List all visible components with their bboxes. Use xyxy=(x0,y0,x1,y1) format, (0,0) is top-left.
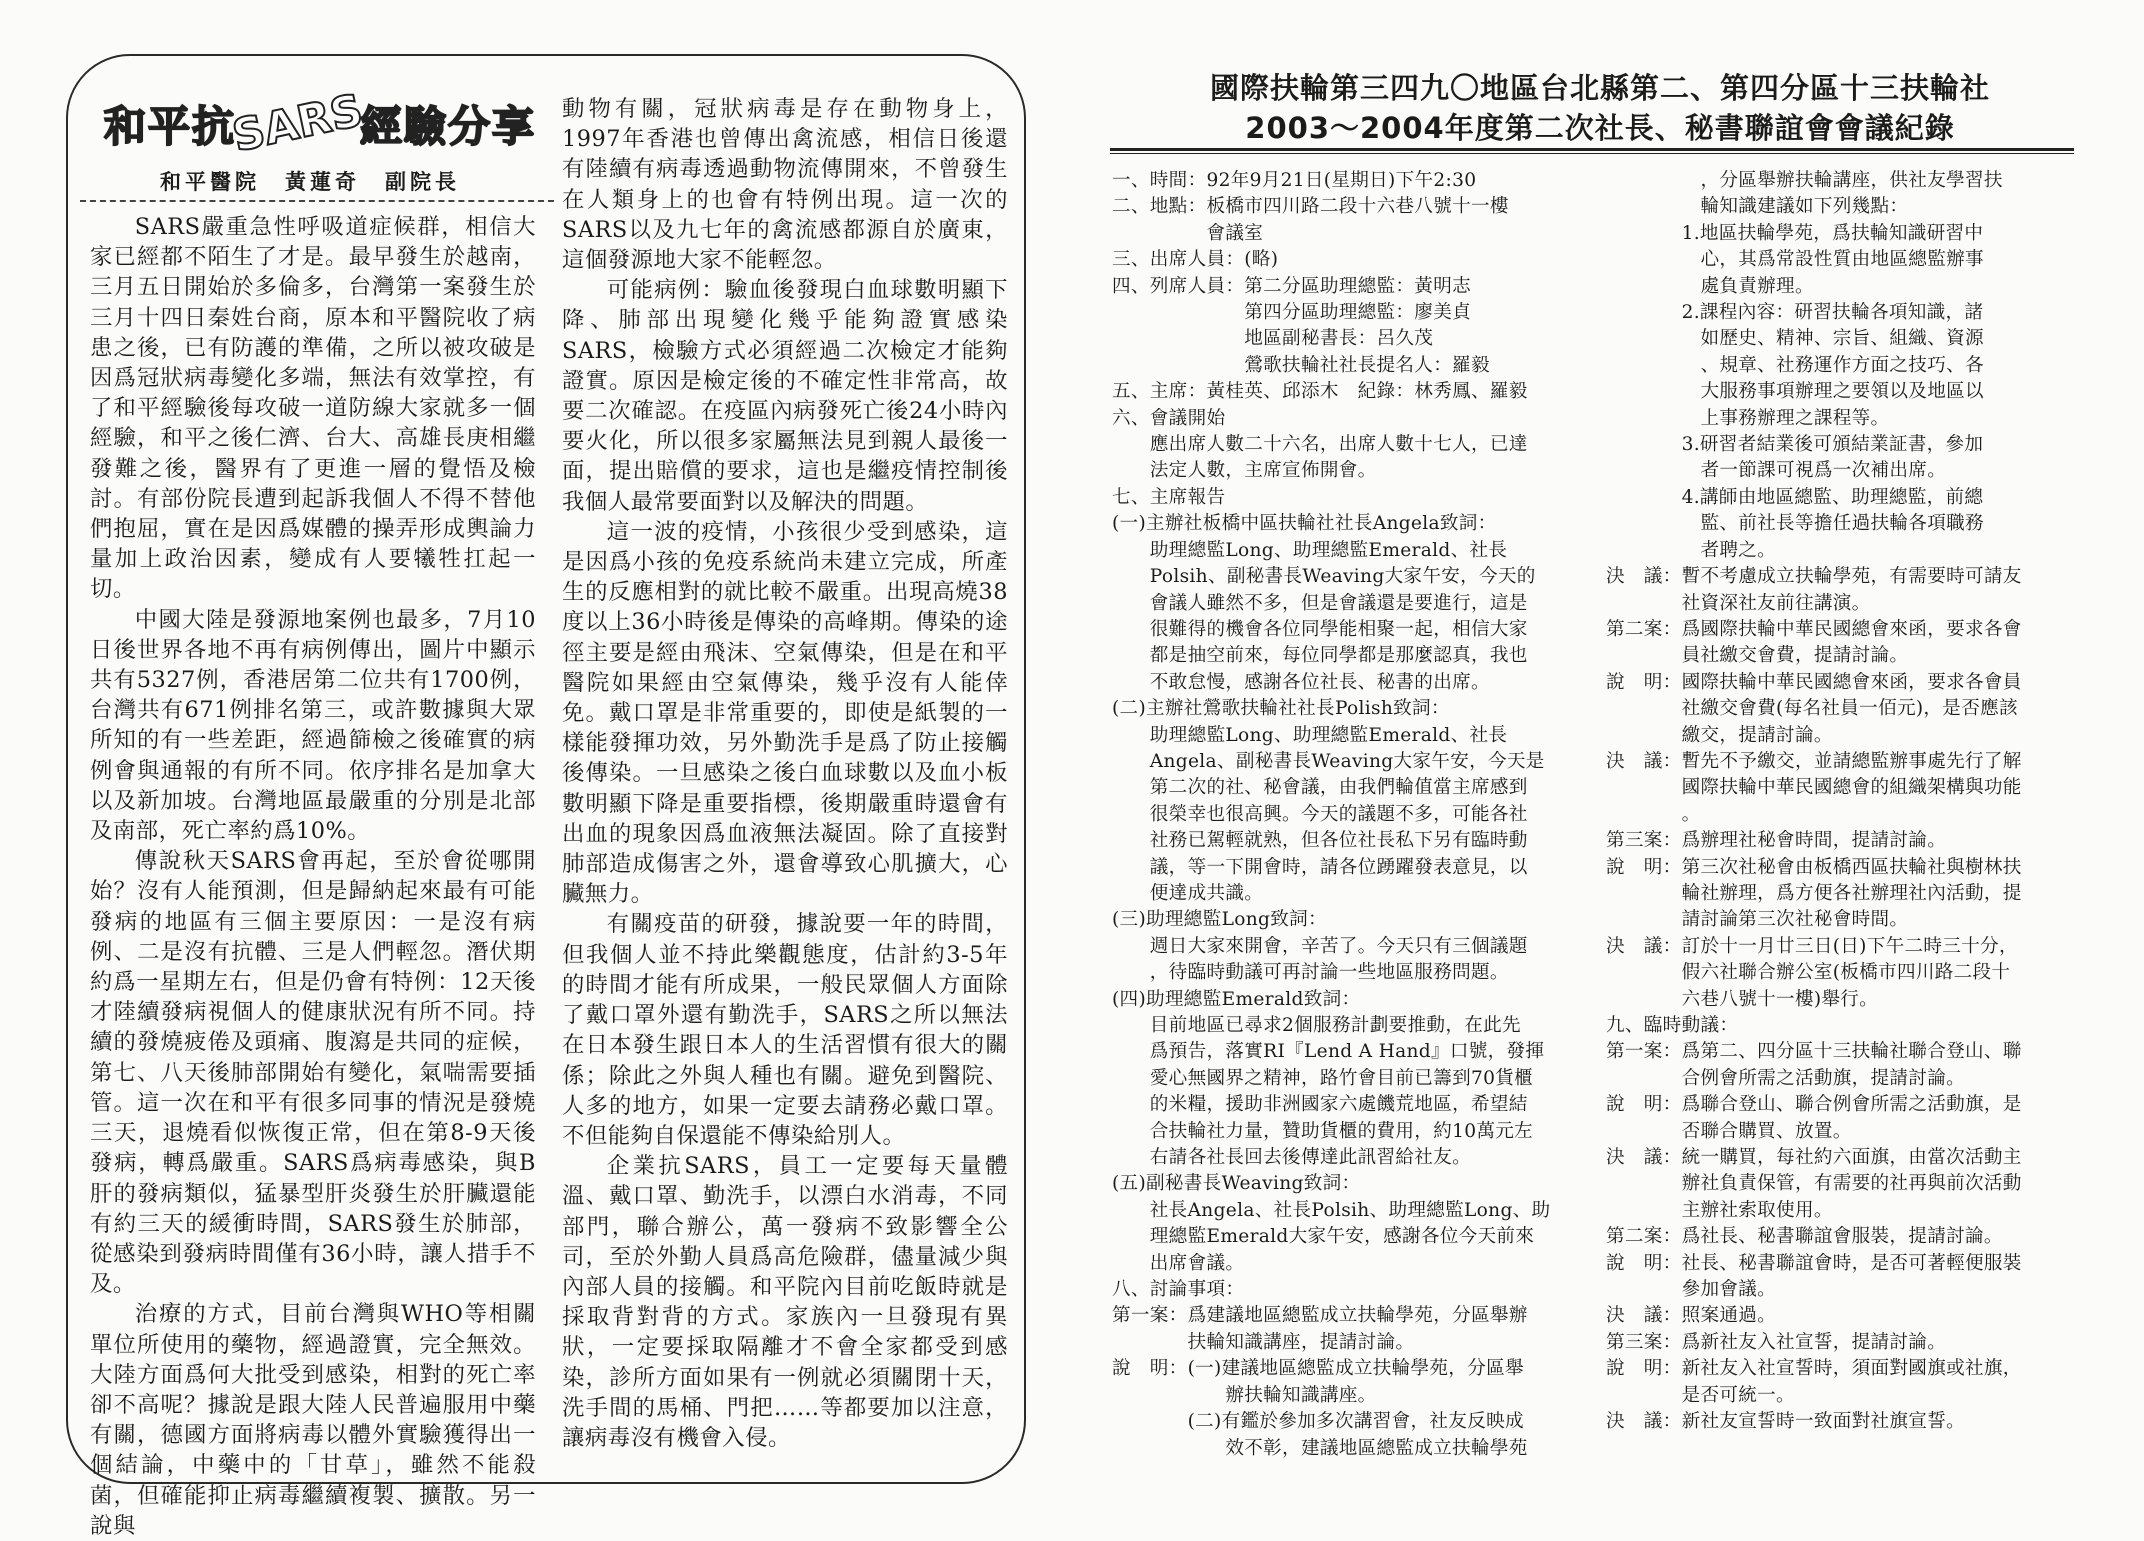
minutes-line: 理總監Emerald大家午安，感謝各位今天前來 xyxy=(1112,1226,1535,1248)
minutes-line: Angela、副秘書長Weaving大家午安，今天是 xyxy=(1112,750,1545,772)
minutes-line: 效不彰，建議地區總監成立扶輪學苑 xyxy=(1112,1437,1528,1459)
minutes-line: 輪知識建議如下列幾點： xyxy=(1606,196,1909,218)
minutes-column-2 xyxy=(1606,168,2086,1436)
minutes-line: 說 明：國際扶輪中華民國總會來函，要求各會員 xyxy=(1606,671,2022,693)
article-paragraph: 中國大陸是發源地案例也最多，7月10日後世界各地不再有病例傳出，圖片中顯示共有5327例，香港居第二位共有1700例，台灣共有671例排名第三，或許數據與大眾所知的有一些差距，經過篩檢之後確實的病例會與通報的有所不同。依序排名是加拿大以及新加坡。台灣地區最嚴重的分別是北部及南部，死亡率約爲10%。 xyxy=(90,606,536,845)
article-paragraph: 企業抗SARS，員工一定要每天量體溫、戴口罩、勤洗手，以漂白水消毒，不同部門，聯合辦公，萬一發病不致影響全公司，至於外勤人員爲高危險群，儘量減少與內部人員的接觸。和平院內目前吃飯時就是採取背對背的方式。家族內一旦發現有異狀，一定要採取隔離才不會全家都受到感染，診所方面如果有一例就必須關閉十天，洗手間的馬桶、門把……等都要加以注意，讓病毒沒有機會入侵。 xyxy=(562,1153,1008,1451)
title-pre: 和平抗 xyxy=(104,102,237,151)
minutes-line: 者聘之。 xyxy=(1606,539,1777,561)
minutes-line: 決 議：統一購買，每社約六面旗，由當次活動主 xyxy=(1606,1147,2022,1169)
minutes-line: (四)助理總監Emerald致詞： xyxy=(1112,988,1361,1010)
minutes-line: 應出席人數二十六名，出席人數十七人，已達 xyxy=(1112,434,1528,456)
minutes-line: 週日大家來開會，辛苦了。今天只有三個議題 xyxy=(1112,935,1528,957)
minutes-line: 二、地點：板橋市四川路二段十六巷八號十一樓 xyxy=(1112,196,1509,218)
minutes-line: (二)有鑑於參加多次講習會，社友反映成 xyxy=(1112,1411,1524,1433)
article-paragraph: 治療的方式，目前台灣與WHO等相關單位所使用的藥物，經過證實，完全無效。大陸方面爲何大批受到感染，相對的死亡率卻不高呢？據說是跟大陸人民普遍服用中藥有關，德國方面將病毒以體外實驗獲得出一個結論，中藥中的「甘草」，雖然不能殺菌，但確能抑止病毒繼續複製、擴散。另一說與 xyxy=(90,1301,536,1539)
minutes-line: ，待臨時動議可再討論一些地區服務問題。 xyxy=(1112,962,1509,984)
article-author: 和平醫院 黃蓮奇 副院長 xyxy=(160,169,460,194)
minutes-line: 目前地區已尋求2個服務計劃要推動，在此先 xyxy=(1112,1015,1521,1036)
minutes-line: 助理總監Long、助理總監Emerald、社長 xyxy=(1112,539,1508,561)
minutes-line: 會議人雖然不多，但是會議還是要進行，這是 xyxy=(1112,592,1528,614)
minutes-line: 決 議：照案通過。 xyxy=(1606,1305,1777,1327)
title-underline xyxy=(1110,148,2074,151)
author-divider xyxy=(80,200,554,202)
minutes-line: 參加會議。 xyxy=(1606,1279,1777,1301)
minutes-line: 九、臨時動議： xyxy=(1606,1015,1739,1036)
minutes-line: 合例會所需之活動旗，提請討論。 xyxy=(1606,1067,1965,1089)
minutes-line: 社繳交會費(每名社員一佰元)，是否應該 xyxy=(1606,698,2018,720)
minutes-line: 、規章、社務運作方面之技巧、各 xyxy=(1606,354,1984,376)
article-paragraph: 這一波的疫情，小孩很少受到感染，這是因爲小孩的免疫系統尚未建立完成，所產生的反應相對的就比較不嚴重。出現高燒38度以上36小時後是傳染的高峰期。傳染的途徑主要是經由飛沫、空氣傳染，但是在和平醫院如果經由空氣傳染，幾乎沒有人能倖免。戴口罩是非常重要的，即使是紙製的一樣能發揮功效，另外勤洗手是爲了防止接觸後傳染。一旦感染之後白血球數以及血小板數明顯下降是重要指標，後期嚴重時還會有出血的現象因爲血液無法凝固。除了直接對肺部造成傷害之外，還會導致心肌擴大，心臟無力。 xyxy=(562,518,1008,908)
minutes-line: 四、列席人員：第二分區助理總監：黃明志 xyxy=(1112,275,1471,297)
minutes-line: 監、前社長等擔任過扶輪各項職務 xyxy=(1606,513,1984,535)
minutes-line: 都是抽空前來，每位同學都是那麼認真，我也 xyxy=(1112,645,1528,667)
article-paragraph: SARS嚴重急性呼吸道症候群，相信大家已經都不陌生了才是。最早發生於越南，三月五日開始於多倫多，台灣第一案發生於三月十四日秦姓台商，原本和平醫院收了病患之後，已有防護的準備，之所以被攻破是因爲冠狀病毒變化多端，無法有效掌控，有了和平經驗後每攻破一道防線大家就多一個經驗，和平之後仁濟、台大、高雄長庚相繼發難之後，醫界有了更進一層的覺悟及檢討。有部份院長遭到起訴我個人不得不替他們抱屈，實在是因爲媒體的操弄形成輿論力量加上政治因素，變成有人要犧牲扛起一切。 xyxy=(90,214,536,603)
minutes-line: 爲預告，落實RI『Lend A Hand』口號，發揮 xyxy=(1112,1041,1545,1063)
minutes-line: (三)助理總監Long致詞： xyxy=(1112,909,1327,931)
minutes-line: 決 議：暫不考慮成立扶輪學苑，有需要時可請友 xyxy=(1606,566,2022,588)
minutes-line: 會議室 xyxy=(1112,222,1264,244)
minutes-line: 便達成共識。 xyxy=(1112,882,1264,904)
minutes-title-line-1: 國際扶輪第三四九〇地區台北縣第二、第四分區十三扶輪社 xyxy=(1209,71,1990,105)
minutes-line: 決 議：暫先不予繳交，並請總監辦事處先行了解 xyxy=(1606,750,2022,772)
minutes-line: 者一節課可視爲一次補出席。 xyxy=(1606,460,1947,482)
minutes-line: 愛心無國界之精神，路竹會目前已籌到70貨櫃 xyxy=(1112,1067,1534,1089)
article-paragraph: 可能病例：驗血後發現白血球數明顯下降、肺部出現變化幾乎能夠證實感染SARS，檢驗方式必須經過二次檢定才能夠證實。原因是檢定後的不確定性非常高，故要二次確認。在疫區內病發死亡後24小時內要火化，所以很多家屬無法見到親人最後一面，提出賠償的要求，這也是繼疫情控制後我個人最常要面對以及解決的問題。 xyxy=(562,277,1008,515)
minutes-column-1 xyxy=(1112,168,1598,1462)
minutes-line: 第三案：爲新社友入社宣誓，提請討論。 xyxy=(1606,1331,1947,1353)
minutes-line: 說 明：爲聯合登山、聯合例會所需之活動旗，是 xyxy=(1606,1094,2022,1116)
minutes-line: 否聯合購買、放置。 xyxy=(1606,1120,1852,1142)
title-post: 經驗分享 xyxy=(360,102,537,151)
article-column-2 xyxy=(562,94,1008,1453)
minutes-line: 第一案：爲建議地區總監成立扶輪學苑，分區舉辦 xyxy=(1112,1305,1528,1327)
title-underline-thin xyxy=(1110,153,2074,154)
article-paragraph: 傳說秋天SARS會再起，至於會從哪開始？沒有人能預測，但是歸納起來最有可能發病的地區有三個主要原因：一是沒有病例、二是沒有抗體、三是人們輕忽。潛伏期約爲一星期左右，但是仍會有特例：12天後才陸續發病視個人的健康狀況有所不同。持續的發燒疲倦及頭痛、腹瀉是共同的症候，第七、八天後肺部開始有變化，氣喘需要插管。這一次在和平有很多同事的情況是發燒三天，退燒看似恢復正常，但在第8-9天後發病，轉爲嚴重。SARS爲病毒感染，與B肝的發病類似，猛暴型肝炎發生於肝臟還能有約三天的緩衝時間，SARS發生於肺部，從感染到發病時間僅有36小時，讓人措手不及。 xyxy=(90,848,536,1298)
minutes-line: 第二次的社、秘會議，由我們輪值當主席感到 xyxy=(1112,777,1528,799)
minutes-line: 是否可統一。 xyxy=(1606,1384,1795,1406)
minutes-line: 說 明：新社友入社宣誓時，須面對國旗或社旗， xyxy=(1606,1358,2022,1380)
minutes-line: (一)主辦社板橋中區扶輪社社長Angela致詞： xyxy=(1112,513,1497,535)
minutes-line: 說 明：第三次社秘會由板橋西區扶輪社與樹林扶 xyxy=(1606,856,2022,878)
minutes-line: 決 議：新社友宣誓時一致面對社旗宣誓。 xyxy=(1606,1411,1965,1433)
minutes-line: 員社繳交會費，提請討論。 xyxy=(1606,645,1909,667)
minutes-line: Polsih、副秘書長Weaving大家午安，今天的 xyxy=(1112,566,1536,588)
minutes-line: 法定人數，主席宣佈開會。 xyxy=(1112,460,1377,482)
minutes-line: 社資深社友前往講演。 xyxy=(1606,592,1871,614)
minutes-line: 如歷史、精神、宗旨、組織、資源 xyxy=(1606,328,1984,350)
minutes-line: 大服務事項辦理之要領以及地區以 xyxy=(1606,381,1984,403)
minutes-line: 助理總監Long、助理總監Emerald、社長 xyxy=(1112,724,1508,746)
minutes-title-line-2: 2003～2004年度第二次社長、秘書聯誼會會議紀錄 xyxy=(1245,111,1955,145)
article-paragraph: 有關疫苗的研發，據說要一年的時間，但我個人並不持此樂觀態度，估計約3-5年的時間才能有所成果，一般民眾個人方面除了戴口罩外還有勤洗手，SARS之所以無法在日本發生跟日本人的生活習慣有很大的關係；除此之外與人種也有關。避免到醫院、人多的地方，如果一定要去請務必戴口罩。不但能夠自保還能不傳染給別人。 xyxy=(562,911,1008,1149)
minutes-line: ，分區舉辦扶輪講座，供社友學習扶 xyxy=(1606,170,2003,191)
minutes-line: 心，其爲常設性質由地區總監辦事 xyxy=(1606,249,1984,271)
minutes-line: 第三案：爲辦理社秘會時間，提請討論。 xyxy=(1606,830,1947,852)
minutes-line: 鶯歌扶輪社社長提名人：羅毅 xyxy=(1112,354,1490,376)
minutes-line: 的米糧，援助非洲國家六處饑荒地區，希望結 xyxy=(1112,1094,1528,1116)
minutes-line: 七、主席報告 xyxy=(1112,486,1226,508)
minutes-line: 議，等一下開會時，請各位踴躍發表意見，以 xyxy=(1112,856,1528,878)
minutes-line: 六巷八號十一樓)舉行。 xyxy=(1606,988,1879,1010)
minutes-line: 合扶輪社力量，贊助貨櫃的費用，約10萬元左 xyxy=(1112,1120,1534,1142)
minutes-line: 。 xyxy=(1606,803,1701,825)
minutes-line: 4.講師由地區總監、助理總監，前總 xyxy=(1606,486,1984,508)
minutes-line: 一、時間：92年9月21日(星期日)下午2:30 xyxy=(1112,170,1477,191)
minutes-line: 請討論第三次社秘會時間。 xyxy=(1606,909,1909,931)
minutes-line: 辦社負責保管，有需要的社再與前次活動 xyxy=(1606,1173,2022,1195)
minutes-line: 決 議：訂於十一月廿三日(日)下午二時三十分， xyxy=(1606,935,2018,957)
article-column-1 xyxy=(90,212,536,1541)
minutes-line: 說 明：(一)建議地區總監成立扶輪學苑，分區舉 xyxy=(1112,1358,1524,1380)
minutes-line: (五)副秘書長Weaving致詞： xyxy=(1112,1173,1361,1195)
minutes-line: 主辦社索取使用。 xyxy=(1606,1199,1833,1221)
minutes-line: 三、出席人員：(略) xyxy=(1112,249,1279,271)
minutes-line: 3.研習者結業後可頒結業証書，參加 xyxy=(1606,434,1984,456)
minutes-line: (二)主辦社鶯歌扶輪社社長Polish致詞： xyxy=(1112,698,1450,720)
minutes-line: 處負責辦理。 xyxy=(1606,275,1814,297)
minutes-line: 八、討論事項： xyxy=(1112,1279,1245,1301)
minutes-line: 右請各社長回去後傳達此訊習給社友。 xyxy=(1112,1147,1471,1169)
title-sars: SARS xyxy=(228,84,368,163)
minutes-line: 假六社聯合辦公室(板橋市四川路二段十 xyxy=(1606,962,2011,984)
minutes-line: 六、會議開始 xyxy=(1112,407,1226,429)
minutes-line: 說 明：社長、秘書聯誼會時，是否可著輕便服裝 xyxy=(1606,1252,2022,1274)
minutes-line: 辦扶輪知識講座。 xyxy=(1112,1384,1377,1406)
minutes-line: 第二案：爲國際扶輪中華民國總會來函，要求各會 xyxy=(1606,618,2022,640)
minutes-line: 1.地區扶輪學苑，爲扶輪知識研習中 xyxy=(1606,222,1984,244)
minutes-line: 很難得的機會各位同學能相聚一起，相信大家 xyxy=(1112,618,1528,640)
minutes-line: 第一案：爲第二、四分區十三扶輪社聯合登山、聯 xyxy=(1606,1041,2022,1063)
minutes-line: 出席會議。 xyxy=(1112,1252,1245,1274)
minutes-line: 地區副秘書長：呂久茂 xyxy=(1112,328,1434,350)
minutes-line: 不敢怠慢，感謝各位社長、秘書的出席。 xyxy=(1112,671,1490,693)
minutes-line: 社長Angela、社長Polsih、助理總監Long、助 xyxy=(1112,1199,1551,1221)
minutes-line: 第二案：爲社長、秘書聯誼會服裝，提請討論。 xyxy=(1606,1226,2003,1248)
minutes-line: 扶輪知識講座，提請討論。 xyxy=(1112,1331,1415,1353)
minutes-line: 很榮幸也很高興。今天的議題不多，可能各社 xyxy=(1112,803,1528,825)
article-paragraph: 動物有關，冠狀病毒是存在動物身上，1997年香港也曾傳出禽流感，相信日後還有陸續有病毒透過動物流傳開來，不曾發生在人類身上的也會有特例出現。這一次的SARS以及九七年的禽流感都源自於廣東，這個發源地大家不能輕忽。 xyxy=(562,96,1008,274)
minutes-line: 社務已駕輕就熟，但各位社長私下另有臨時動 xyxy=(1112,830,1528,852)
minutes-line: 上事務辦理之課程等。 xyxy=(1606,407,1890,429)
minutes-line: 輪社辦理，爲方便各社辦理社內活動，提 xyxy=(1606,882,2022,904)
minutes-line: 五、主席：黃桂英、邱添木 紀錄：林秀鳳、羅毅 xyxy=(1112,381,1528,403)
minutes-line: 第四分區助理總監：廖美貞 xyxy=(1112,302,1471,324)
minutes-line: 國際扶輪中華民國總會的組織架構與功能 xyxy=(1606,777,2022,799)
minutes-line: 繳交，提請討論。 xyxy=(1606,724,1833,746)
minutes-line: 2.課程內容：研習扶輪各項知識，諸 xyxy=(1606,302,1984,324)
